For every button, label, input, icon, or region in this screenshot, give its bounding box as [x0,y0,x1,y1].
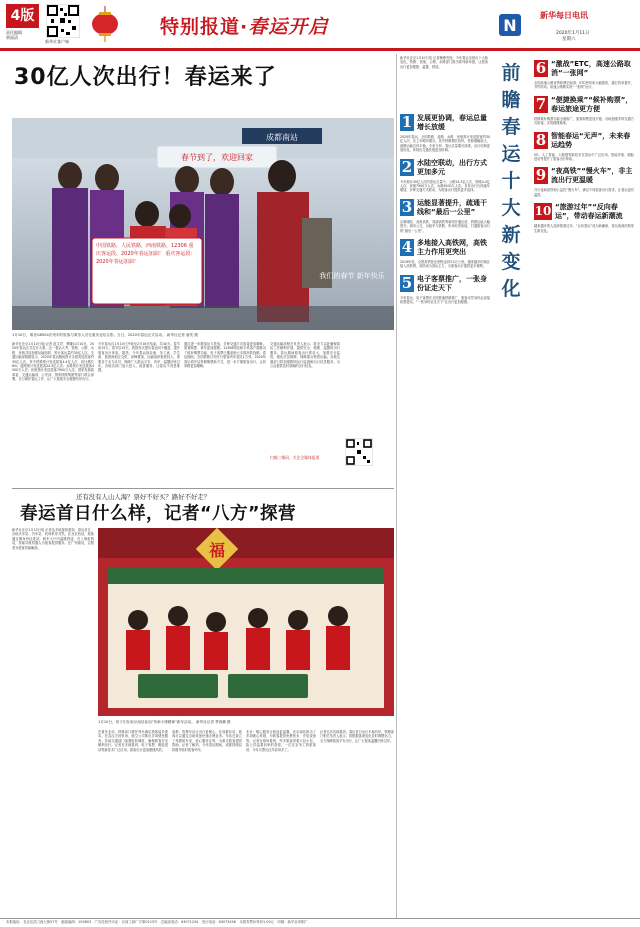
sub-headline: 春运首日什么样，记者“八方”探营 [20,504,297,524]
change-item-body: 全国高速公路省界收费站取消，ETC使用率大幅提高，通行效率提升，节约时间。高速公路网实现“一张网”运行。 [534,81,634,90]
change-item-head [400,114,490,132]
sub-col-2: 在重庆北站，铁路部门增开列车满足旅客返乡需求。在武汉天河机场，航空公司推出多项便民服务。各地交通部门加强组织调度，确保旅客安全顺利出行。记者在多地看到，电子客票、刷脸进站等新技术广泛应用，旅客出行更加便捷高效。 [98,730,168,752]
change-item [534,203,634,233]
paper-logo-icon [497,12,523,38]
change-item-head [400,275,490,293]
change-item-title: 智能春运“无声”，未来春运趋势 [551,131,631,149]
change-item-number: 3 [401,197,413,216]
issue-weekday: 星期六 [562,37,576,42]
change-item-head [534,132,634,150]
change-item-number: 7 [535,94,547,113]
svg-text:N: N [503,16,517,35]
change-item-title: 电子客票推广，一张身份证走天下 [417,274,487,292]
page-number: 4版 [6,4,39,28]
change-item-head [534,96,634,114]
photo-banner: 我们的春节 新年快乐 [319,272,385,280]
change-item [534,96,634,126]
change-item-number: 4 [401,238,413,257]
lantern-decoration-icon [90,6,120,42]
change-item-title: “激战”ETC，高速公路取消“一张网” [551,60,631,77]
change-item-number: 1 [401,114,413,131]
footer-rule [0,918,640,919]
change-item-head [400,239,490,257]
change-item-number: 8 [535,130,547,149]
change-item-number: 10 [534,204,552,219]
change-item-body: 越来越多的人选择旅游过年，“反向春运”成为新潮流，春运客流结构发生新变化。 [534,224,634,233]
change-item-title: 水陆空联动，出行方式更加多元 [417,158,487,176]
change-item-number: 2 [401,157,413,176]
share-qr-code[interactable] [345,438,373,466]
change-item-body: 2019年底，全国高铁营业里程达到3.5万公里。越来越多的地区接入高铁网，高铁成为春运主力，为旅客出行提供更多便利。 [400,260,490,269]
photo-card-text: 中国铁路，人民铁路，西南铁路，12306 重庆客运段，2020年春运加油！ 重庆客运段：2020年春运加油！ [96,243,196,265]
change-item-body: 开行夜间高铁和公益性“慢火车”，满足不同旅客出行需求，让春运更有温度。 [534,188,634,197]
paper-name: 新华每日电讯 [540,11,588,20]
change-item-title: “夜高铁”“慢火车”，非主流出行更温暖 [551,167,633,185]
sub-col-1: 新华社北京1月10日电 记者从多地探营看到，春运首日，各地火车站、汽车站、机场秩序井然。在北京西站，旅客通过刷身份证进站，候车大厅内温暖舒适。在上海虹桥站，智能导航机器人为旅客提供服务。在广州南站，志愿者为旅客答疑解惑。 [12,528,94,550]
change-item-head [400,159,490,177]
change-item-head [534,203,634,221]
photo-sign-1: 成都南站 [266,133,298,142]
qr-code[interactable] [46,4,80,38]
change-item-body: 今年预计30亿人次的春运总量中，公路24.3亿人次，铁路4.4亿人次，民航7900万人次，水路4500万人次。自驾出行比例逐年增加，多种交通方式联动，为旅客出行提供更多选择。 [400,179,490,193]
change-item [400,114,490,153]
change-item [400,275,490,305]
lead-col-3: 通过进一步增加运力投放，多种交通方式衔接更加顺畅，旅客购票、乘车更加便捷。12306网站和手机客户端推出了候补购票功能，电子客票已覆盖绝大多数高铁线路。春运期间，全国铁路日均开行旅客列车超过1万列。2020年春运将开启铁路购票新方式，进一步方便旅客出行，让回家路更加顺畅。 [184,342,266,369]
right-items-column-a [400,114,490,918]
sub-col-5: 记者走访各地看到，春运首日运行平稳有序。铁路部门相关负责人表示，将根据客流变化及时调整运力，全力保障旅客平安出行，让广大旅客温馨回家过年。 [320,730,394,743]
change-item-head [400,199,490,217]
column-rule [396,54,397,918]
scan-hint: 扫描二维码，关注全媒体报道 [270,455,320,460]
change-item-body: 京雄城际、成贵高铁、郑渝高铁等新线开通运营，铁路运能大幅提升。城市公交、出租车与铁路、机场有效衔接，打通旅客出行的“最后一公里”。 [400,219,490,233]
footer-text: 本报地址：北京宣武门西大街57号 邮政编码：100803 广告经营许可证：京西工商广字第0123号 总编室电话：63071234 发行电话：63073456 本报零售价每份1.00元 印刷：新华社印刷厂 [6,920,308,924]
banner-title [160,12,328,39]
change-item-title: “旅游过年”“反向春运”，带动春运新潮流 [555,203,623,221]
change-item [534,167,634,197]
change-item [400,199,490,233]
change-item-title: “便捷换乘”“候补购票”，春运旅途更方便 [551,95,633,113]
lead-headline: 30亿人次出行！春运来了 [14,65,277,90]
lead-photo-caption: 1月10日，乘坐G8504次列车的旅客与乘务人员在重庆北站合影。当日，2020年春运正式启动。 新华社记者 唐奕 摄 [12,333,198,337]
change-item-number: 9 [535,166,547,185]
right-intro: 新华社北京1月10日电 记者梳理发现，今年春运呈现出十大新变化。铁路、民航、公路、水路部门推出系列新举措，让旅客出行更加便捷、温馨、舒适。 [400,56,488,69]
banner-title-right: 春运开启 [248,16,329,38]
right-vertical-title: 前瞻春运十大新变化 [501,62,521,300]
right-items-column-b [534,60,634,918]
sub-kicker: 还有没有人山人海？票好不好买？路好不好走？ [76,493,211,501]
section-divider [12,488,394,489]
photo-sign-2: 春节到了，欢迎回家 [181,153,253,162]
header-divider [0,48,640,51]
lead-col-1: 新华社北京1月10日电(记者 赵文君、樊曦)1月10日，2020年春运正式拉开大幕。这一春运大考，铁路、公路、水路、民航共同加强运输组织，预计客运量约30亿人次。交通运输部数据显示，2020年春运期间预计全国发送旅客约30亿人次，其中铁路预计发送旅客4.4亿人次，同比增长8%；道路预计发送旅客24.3亿人次；水路预计发送旅客4500万人次；民航预计发送旅客7900万人次。国家发展改革委、交通运输部、公安部、国家铁路集团等部门联合部署，全力做好春运工作，让广大旅客安全便捷有序出行。 [12,342,94,382]
change-item [400,239,490,269]
lead-photo [12,118,394,330]
change-item-title: 多地接入高铁网，高铁主力作用更突出 [417,239,487,257]
change-item-number: 6 [535,60,547,77]
change-item-body: 2020年春运，全国铁路、道路、水路、民航预计发送旅客约30亿人次，比上年略有增长。其中铁路增长较快，民航增幅较大，道路运输总体平稳。专家分析，春运总量增长放缓，出行结构更加优化，体现出交通发展更加协调。 [400,135,490,153]
change-item-title: 发展更协调，春运总量增长放缓 [417,114,487,131]
banner-title-left: 特别报道· [160,16,249,38]
change-item [534,60,634,90]
change-item-body: 5G、人工智能、大数据等新技术在春运中广泛应用，智能导航、刷脸进站等提升了旅客出行体验。 [534,152,634,162]
editor-label: 责任编辑 [6,30,22,35]
lead-col-4: 交通运输部相关负责人表示，将全力以赴确保春运工作顺利开展，提供安全、便捷、温馨的出行服务。春运期间旅客出行需求大，加强安全监管，强化应急保障，保障重点物资运输。各地交通部门将加强路网运行监测和出行信息服务，为公众提供及时准确的出行信息。 [270,342,340,369]
sub-photo-caption: 1月10日，孩子们在南京南站参加“传承小康精神”新年活动。 新华社记者 季春鹏 摄 [98,720,231,724]
sub-photo [98,528,394,716]
change-item-body: 铁路候补购票功能全面推广，旅客购票更加方便。各地加强多种交通方式衔接，实现便捷换乘。 [534,116,634,126]
change-item-head [534,60,634,78]
qr-caption: 新华社客户端 [45,39,69,44]
issue-date: 2020年1月11日 [556,31,590,36]
sub-col-3: 成都：智慧车站让出行更暖心。在成都东站，旅客可以通过自助设备快速办理业务。车站还设立了母婴候车室、爱心服务区等，为重点旅客提供帮助。记者了解到，今年春运期间，成都铁路局将增开临时旅客列车。 [172,730,242,752]
change-item [534,132,634,162]
sub-photo-sign: 福 [208,541,226,560]
change-item-body: 今年春运，电子客票在全国普速铁路推广，旅客可凭身份证直接检票进站。“一张身份证走天下”让出行更加便捷。 [400,295,490,305]
change-item-head [534,167,634,185]
sub-col-4: 北京：暖心服务让旅途更温馨。北京南站推出了多项暖心举措，为旅客提供免费热水、充电设备等。记者在现场看到，许多旅客带着大包小包，脸上洋溢着回家的喜悦。一位在京务工的旅客说：今年买票比往年容易多了。 [246,730,316,752]
editor-name: 黄丽清 [6,35,18,40]
lead-col-2: 今年春运自1月10日开始至2月18日结束，共40天。春节前15天，春节后25天。我国首次提出春运四个覆盖，提升旅客出行体验。据悉，今年春运探亲流、务工流、学生流、旅游流相互交织，高峰叠加，运输组织难度较大，需要各方全力应对，保障广大群众平安、有序、温馨回家过年。各地各部门加大投入，改善服务，让春运不再是难题。 [98,342,180,373]
change-item-number: 5 [401,273,413,292]
change-item [400,159,490,193]
change-item-title: 运能显著提升，疏通干线和“最后一公里” [417,198,487,216]
